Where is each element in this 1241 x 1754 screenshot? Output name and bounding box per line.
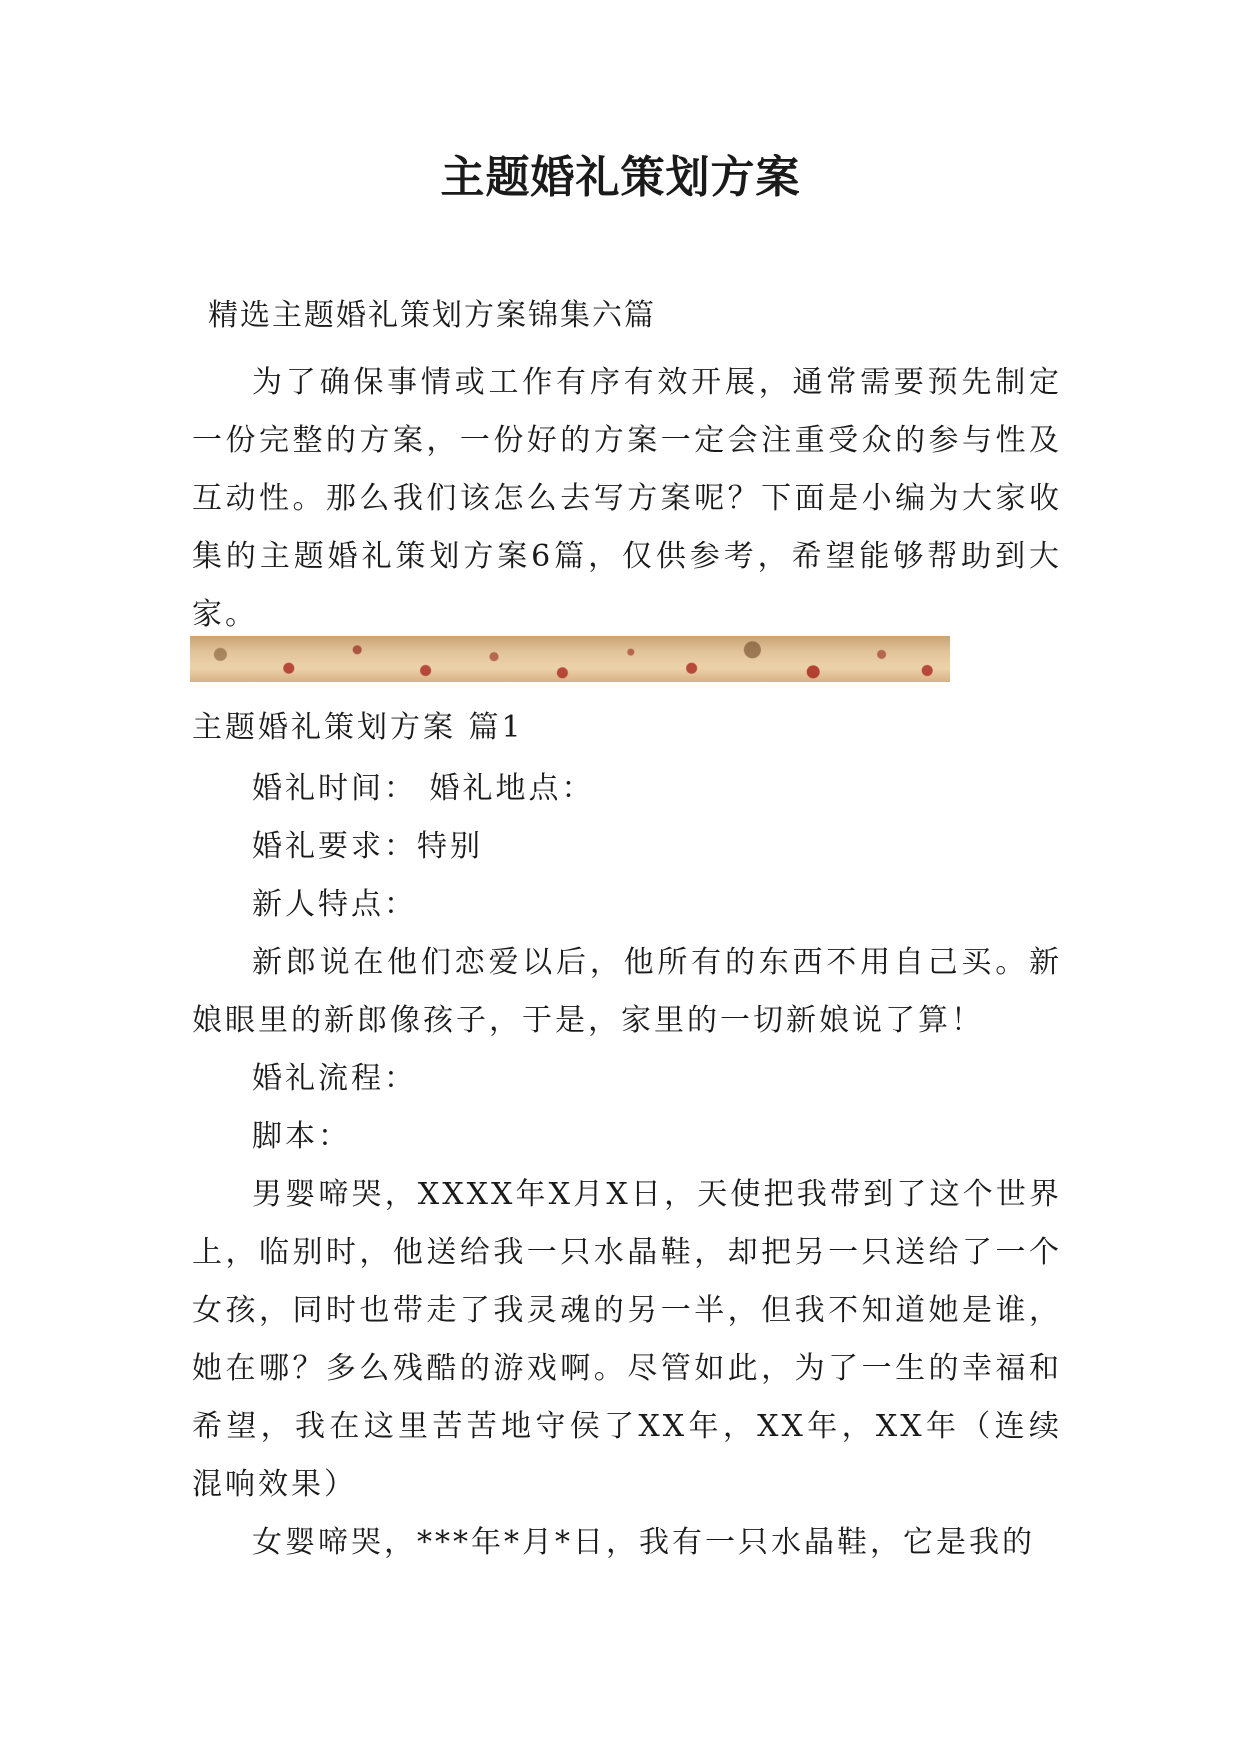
decorative-banner-image: [190, 636, 950, 682]
intro-paragraph: 为了确保事情或工作有序有效开展，通常需要预先制定一份完整的方案，一份好的方案一定会注重受众的参与性及互动性。那么我们该怎么去写方案呢？下面是小编为大家收集的主题婚礼策划方案6篇，仅供参考，希望能够帮助到大家。: [192, 365, 1062, 632]
paragraph-time-place: 婚礼时间： 婚礼地点：: [252, 771, 595, 806]
document-subtitle: 精选主题婚礼策划方案锦集六篇: [208, 298, 656, 333]
paragraph-script: 脚本：: [252, 1119, 351, 1154]
paragraph-flow: 婚礼流程：: [252, 1061, 417, 1096]
intro-block: [192, 354, 1062, 644]
document-title: 主题婚礼策划方案: [440, 152, 801, 203]
paragraph-groom-story: 新郎说在他们恋爱以后，他所有的东西不用自己买。新娘眼里的新郎像孩子，于是，家里的一切新娘说了算！: [192, 945, 1062, 1038]
paragraph-boy-monologue: 男婴啼哭，XXXX年X月X日，天使把我带到了这个世界上，临别时，他送给我一只水晶鞋，却把另一只送给了一个女孩，同时也带走了我灵魂的另一半，但我不知道她是谁，她在哪？多么残酷的游戏啊。尽管如此，为了一生的幸福和希望，我在这里苦苦地守侯了XX年，XX年，XX年（连续混响效果）: [192, 1177, 1062, 1502]
section-body: [192, 760, 1062, 1572]
paragraph-girl-monologue: 女婴啼哭，***年*月*日，我有一只水晶鞋，它是我的: [252, 1525, 1035, 1560]
section-heading: 主题婚礼策划方案 篇1: [192, 710, 524, 745]
paragraph-requirements: 婚礼要求：特别: [252, 829, 483, 864]
paragraph-couple-traits: 新人特点：: [252, 887, 417, 922]
